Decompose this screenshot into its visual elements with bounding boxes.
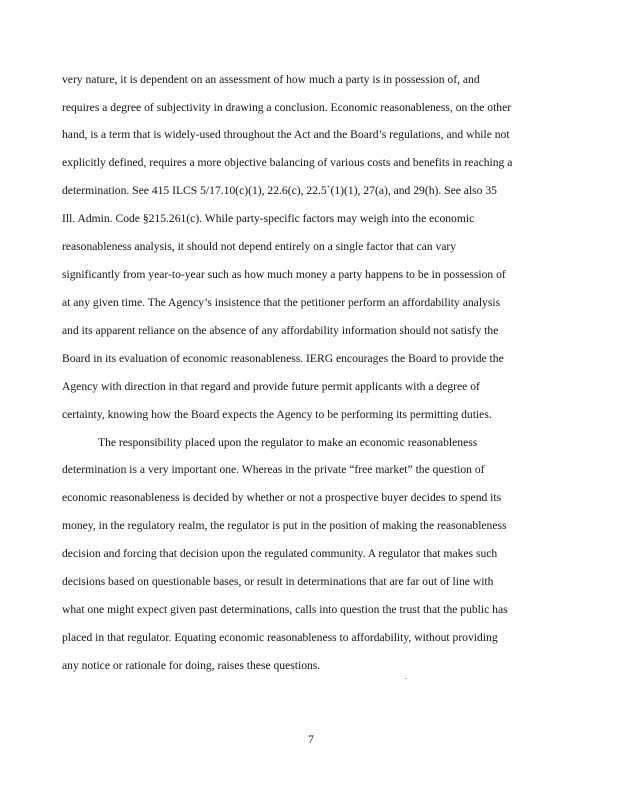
text-line: very nature, it is dependent on an assessment of how much a party is in possession of, and <box>62 73 480 86</box>
text-line: at any given time. The Agency’s insistence that the petitioner perform an affordability analysis <box>62 296 501 309</box>
text-line: and its apparent reliance on the absence of any affordability information should not satisfy the <box>62 324 499 337</box>
text-line: any notice or rationale for doing, raises these questions. <box>62 659 321 672</box>
text-line: placed in that regulator. Equating economic reasonableness to affordability, without providing <box>62 631 498 644</box>
text-line: money, in the regulatory realm, the regulator is put in the position of making the reasonableness <box>62 519 507 532</box>
paragraph-first-line: The responsibility placed upon the regulator to make an economic reasonableness <box>98 436 478 449</box>
text-line: Agency with direction in that regard and provide future permit applicants with a degree of <box>62 380 480 393</box>
text-line: determination. See 415 ILCS 5/17.10(c)(1), 22.6(c), 22.5`(1)(1), 27(a), and 29(h). See also 35 <box>62 184 497 197</box>
text-line: Ill. Admin. Code §215.261(c). While party-specific factors may weigh into the economic <box>62 212 475 225</box>
text-line: decisions based on questionable bases, or result in determinations that are far out of line with <box>62 575 494 588</box>
text-line: certainty, knowing how the Board expects the Agency to be performing its permitting duties. <box>62 408 492 421</box>
text-line: hand, is a term that is widely-used throughout the Act and the Board’s regulations, and while not <box>62 128 510 141</box>
text-line: what one might expect given past determinations, calls into question the trust that the public has <box>62 603 508 616</box>
text-line: determination is a very important one. Whereas in the private “free market” the question of <box>62 463 485 476</box>
text-line: significantly from year-to-year such as how much money a party happens to be in possession of <box>62 268 506 281</box>
text-line: explicitly defined, requires a more objective balancing of various costs and benefits in reaching a <box>62 156 513 169</box>
page-number: 7 <box>308 733 314 746</box>
scan-speck <box>405 678 406 679</box>
text-line: Board in its evaluation of economic reasonableness. IERG encourages the Board to provide the <box>62 352 504 365</box>
text-line: economic reasonableness is decided by whether or not a prospective buyer decides to spend its <box>62 491 502 504</box>
text-line: requires a degree of subjectivity in drawing a conclusion. Economic reasonableness, on the other <box>62 101 512 114</box>
text-line: decision and forcing that decision upon the regulated community. A regulator that makes such <box>62 547 498 560</box>
text-line: reasonableness analysis, it should not depend entirely on a single factor that can vary <box>62 240 457 253</box>
